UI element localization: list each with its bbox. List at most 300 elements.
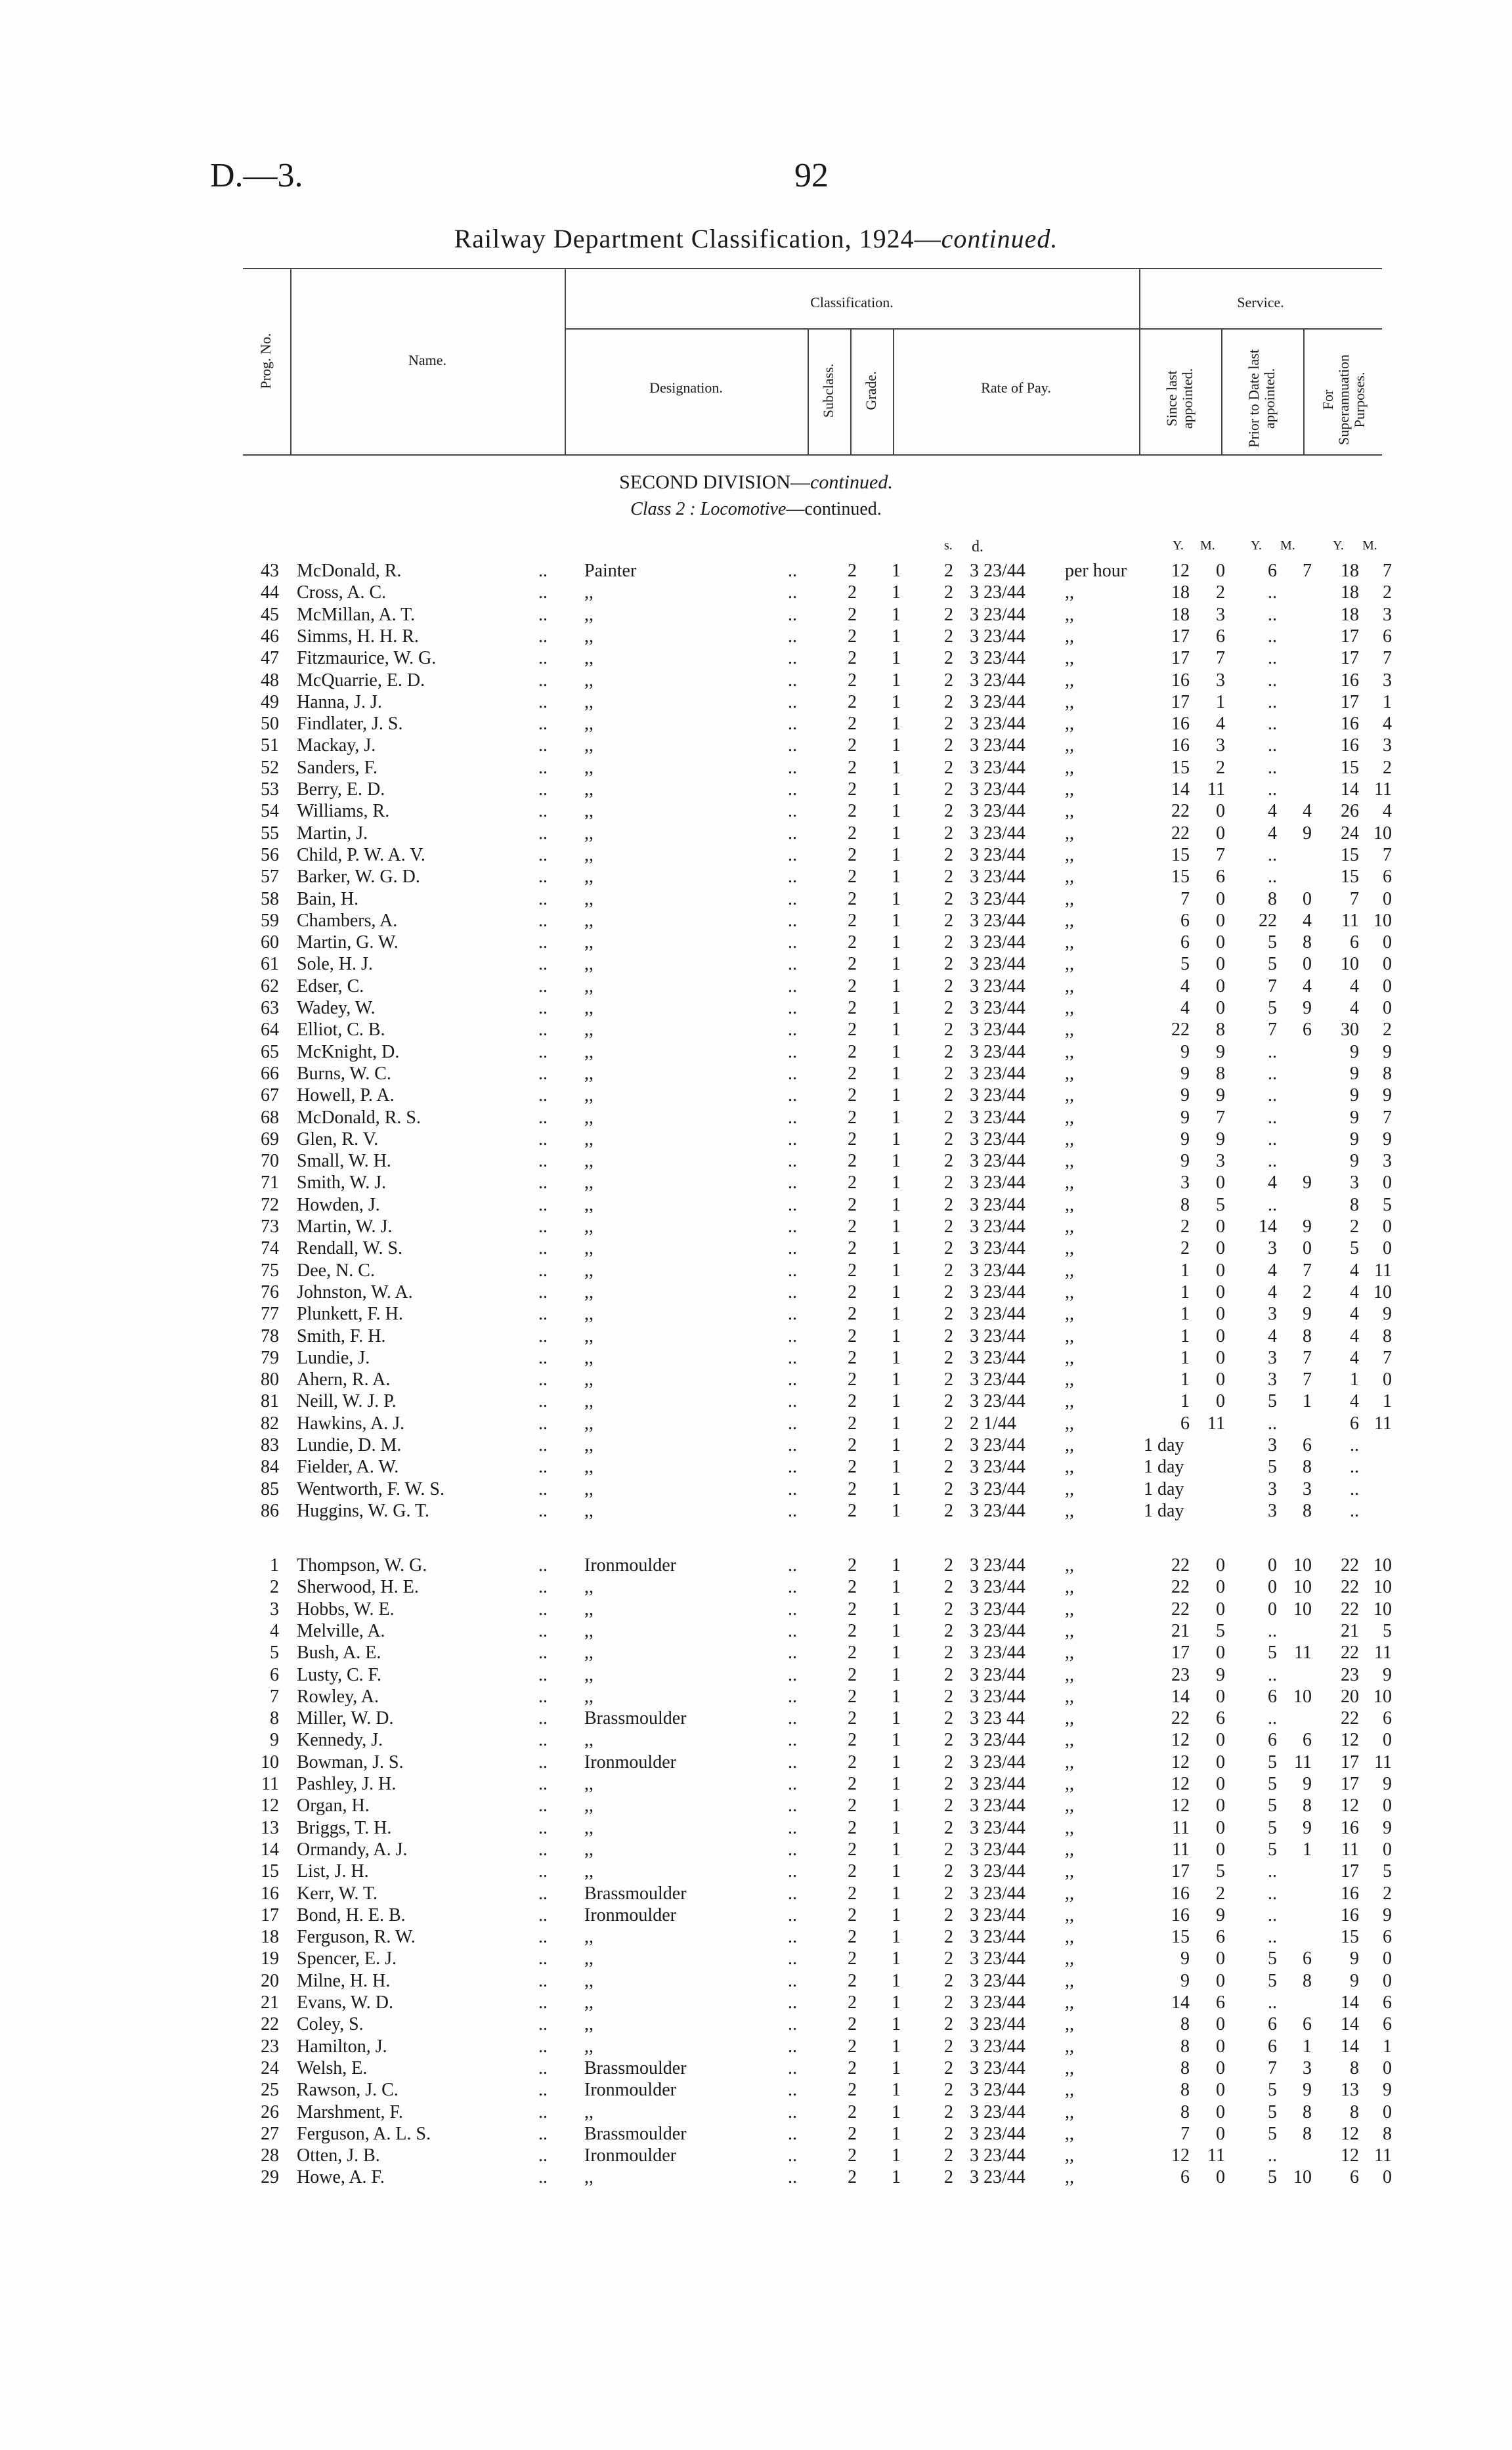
- rate-pence: 3 23/44: [970, 2145, 1026, 2166]
- since-last-years: 15: [1171, 1927, 1190, 1948]
- rate-shillings: 2: [944, 1194, 953, 1215]
- superannuation-years: 13: [1341, 2080, 1359, 2101]
- rate-period: ,,: [1065, 954, 1074, 975]
- prior-months: 0: [1303, 888, 1312, 909]
- since-last-years: 1: [1180, 1347, 1190, 1368]
- rate-period: ,,: [1065, 1128, 1074, 1150]
- grade: 1: [892, 2101, 901, 2122]
- since-last-years: 2: [1180, 1238, 1190, 1259]
- grade: 1: [892, 1500, 901, 1521]
- service-since-last: 1 day: [1144, 1435, 1184, 1455]
- superannuation-years: 16: [1341, 714, 1359, 735]
- superannuation-years: 23: [1341, 1664, 1359, 1685]
- rate-shillings: 2: [944, 735, 953, 756]
- table-row: [0, 1456, 1512, 1478]
- prior-years: 0: [1268, 1555, 1277, 1576]
- grade: 1: [892, 2123, 901, 2144]
- since-last-years: 3: [1180, 1172, 1190, 1193]
- prior-years: ..: [1268, 867, 1277, 888]
- prog-no: 86: [261, 1500, 279, 1521]
- leader-dots: ..: [538, 1347, 548, 1368]
- rate-shillings: 2: [944, 2101, 953, 2122]
- grade: 1: [892, 1391, 901, 1412]
- since-last-months: 3: [1216, 735, 1225, 756]
- superannuation-years: 20: [1341, 1686, 1359, 1707]
- rate-period: ,,: [1065, 910, 1074, 931]
- designation: ,,: [584, 2036, 594, 2057]
- since-last-years: 9: [1180, 1970, 1190, 1991]
- employee-name: Hawkins, A. J.: [297, 1413, 405, 1434]
- rate-shillings: 2: [944, 1020, 953, 1041]
- prog-no: 21: [261, 1992, 279, 2013]
- leader-dots: ..: [538, 1238, 548, 1259]
- grade: 1: [892, 1577, 901, 1598]
- prog-no: 62: [261, 976, 279, 997]
- rate-pence: 3 23/44: [970, 867, 1026, 888]
- prog-no: 4: [270, 1620, 279, 1641]
- table-row: [0, 1325, 1512, 1347]
- employee-name: Neill, W. J. P.: [297, 1391, 397, 1412]
- superannuation-months: 11: [1374, 1752, 1392, 1773]
- superannuation-years: 15: [1341, 1927, 1359, 1948]
- prior-months: 8: [1303, 1795, 1312, 1816]
- leader-dots: ..: [538, 1063, 548, 1084]
- employee-name: Pashley, J. H.: [297, 1774, 397, 1794]
- grade: 1: [892, 1325, 901, 1346]
- rate-pence: 3 23/44: [970, 582, 1026, 603]
- since-last-years: 21: [1171, 1620, 1190, 1641]
- title-continued: continued.: [941, 224, 1058, 253]
- prior-years: ..: [1268, 714, 1277, 735]
- since-last-years: 4: [1180, 976, 1190, 997]
- grade: 1: [892, 1904, 901, 1925]
- since-last-years: 16: [1171, 1883, 1190, 1904]
- table-row: [0, 1347, 1512, 1369]
- since-last-months: 0: [1216, 1839, 1225, 1860]
- table-row: [0, 800, 1512, 822]
- superannuation-years: 12: [1341, 1795, 1359, 1816]
- rate-period: ,,: [1065, 888, 1074, 909]
- designation: ,,: [584, 954, 594, 975]
- leader-dots: ..: [538, 1172, 548, 1193]
- table-row: [0, 1642, 1512, 1664]
- since-last-years: 16: [1171, 1904, 1190, 1925]
- designation: ,,: [584, 1020, 594, 1041]
- superannuation-months: 9: [1383, 1817, 1392, 1838]
- grade: 1: [892, 1992, 901, 2013]
- leader-dots: ..: [788, 582, 797, 603]
- prog-no: 3: [270, 1599, 279, 1620]
- leader-dots: ..: [788, 561, 797, 581]
- grade: 1: [892, 714, 901, 735]
- since-last-years: 6: [1180, 910, 1190, 931]
- designation: ,,: [584, 1128, 594, 1150]
- subclass: 2: [848, 976, 857, 997]
- prior-years: ..: [1268, 626, 1277, 647]
- prog-no: 77: [261, 1304, 279, 1325]
- superannuation-months: 0: [1383, 954, 1392, 975]
- prior-years: 4: [1268, 1281, 1277, 1302]
- since-last-months: 0: [1216, 2123, 1225, 2144]
- superannuation-months: 4: [1383, 714, 1392, 735]
- rate-shillings: 2: [944, 1861, 953, 1882]
- leader-dots: ..: [538, 2123, 548, 2144]
- designation: ,,: [584, 1260, 594, 1281]
- rate-period: ,,: [1065, 976, 1074, 997]
- employee-name: Kerr, W. T.: [297, 1883, 378, 1904]
- leader-dots: ..: [538, 648, 548, 669]
- leader-dots: ..: [788, 1577, 797, 1598]
- grade: 1: [892, 1413, 901, 1434]
- rate-pence: 3 23/44: [970, 1927, 1026, 1948]
- rate-pence: 3 23/44: [970, 1643, 1026, 1664]
- superannuation-months: 7: [1383, 561, 1392, 581]
- employee-name: Coley, S.: [297, 2014, 364, 2035]
- prog-no: 63: [261, 998, 279, 1018]
- since-last-months: 0: [1216, 1555, 1225, 1576]
- superannuation-years: 4: [1350, 1260, 1359, 1281]
- prior-months: 3: [1303, 1478, 1312, 1499]
- table-row: [0, 604, 1512, 626]
- designation: ,,: [584, 1795, 594, 1816]
- document-reference: D.—3.: [210, 157, 303, 194]
- since-last-months: 3: [1216, 670, 1225, 691]
- leader-dots: ..: [788, 1970, 797, 1991]
- prog-no: 61: [261, 954, 279, 975]
- employee-name: Glen, R. V.: [297, 1128, 379, 1150]
- unit-years: Y.: [1333, 538, 1344, 553]
- subclass: 2: [848, 1861, 857, 1882]
- superannuation-years: 15: [1341, 867, 1359, 888]
- prog-no: 81: [261, 1391, 279, 1412]
- since-last-years: 9: [1180, 1107, 1190, 1128]
- grade: 1: [892, 1216, 901, 1237]
- prog-no: 22: [261, 2014, 279, 2035]
- leader-dots: ..: [788, 910, 797, 931]
- prog-no: 25: [261, 2080, 279, 2101]
- rate-shillings: 2: [944, 867, 953, 888]
- rate-period: ,,: [1065, 1194, 1074, 1215]
- subclass: 2: [848, 1577, 857, 1598]
- rate-shillings: 2: [944, 1555, 953, 1576]
- superannuation-years: 5: [1350, 1238, 1359, 1259]
- grade: 1: [892, 2036, 901, 2057]
- superannuation-months: 2: [1383, 757, 1392, 778]
- prior-months: 8: [1303, 1500, 1312, 1521]
- rate-period: ,,: [1065, 1020, 1074, 1041]
- grade: 1: [892, 604, 901, 625]
- rate-shillings: 2: [944, 1686, 953, 1707]
- prog-no: 1: [270, 1555, 279, 1576]
- leader-dots: ..: [538, 888, 548, 909]
- col-superannuation: For Superannuation Purposes.: [1320, 354, 1368, 446]
- designation: ,,: [584, 1216, 594, 1237]
- since-last-months: 11: [1207, 1413, 1225, 1434]
- rate-shillings: 2: [944, 1413, 953, 1434]
- rate-shillings: 2: [944, 1774, 953, 1794]
- superannuation-months: 9: [1383, 2080, 1392, 2101]
- rate-shillings: 2: [944, 1970, 953, 1991]
- superannuation-months: 5: [1383, 1620, 1392, 1641]
- leader-dots: ..: [538, 1413, 548, 1434]
- leader-dots: ..: [538, 998, 548, 1018]
- designation: ,,: [584, 1369, 594, 1390]
- leader-dots: ..: [788, 1238, 797, 1259]
- rate-shillings: 2: [944, 1752, 953, 1773]
- rate-shillings: 2: [944, 604, 953, 625]
- employee-name: Findlater, J. S.: [297, 714, 403, 735]
- rate-shillings: 2: [944, 1391, 953, 1412]
- superannuation-years: 16: [1341, 1904, 1359, 1925]
- employee-name: Rawson, J. C.: [297, 2080, 399, 2101]
- leader-dots: ..: [788, 1172, 797, 1193]
- employee-name: Milne, H. H.: [297, 1970, 391, 1991]
- subclass: 2: [848, 1325, 857, 1346]
- prior-years: 3: [1268, 1500, 1277, 1521]
- leader-dots: ..: [788, 1927, 797, 1948]
- designation: Ironmoulder: [584, 2145, 676, 2166]
- rate-period: ,,: [1065, 867, 1074, 888]
- table-row: [0, 691, 1512, 713]
- since-last-months: 0: [1216, 1369, 1225, 1390]
- grade: 1: [892, 2057, 901, 2078]
- leader-dots: ..: [788, 2167, 797, 2188]
- table-row: [0, 626, 1512, 647]
- rate-period: ,,: [1065, 998, 1074, 1018]
- prior-years: 5: [1268, 2080, 1277, 2101]
- table-row: [0, 1172, 1512, 1193]
- prog-no: 14: [261, 1839, 279, 1860]
- prior-years: ..: [1268, 757, 1277, 778]
- grade: 1: [892, 1883, 901, 1904]
- employee-name: Child, P. W. A. V.: [297, 844, 425, 865]
- table-row: [0, 1599, 1512, 1620]
- leader-dots: ..: [788, 670, 797, 691]
- rate-period: ,,: [1065, 691, 1074, 712]
- superannuation-years: 22: [1341, 1643, 1359, 1664]
- prior-months: 9: [1303, 1817, 1312, 1838]
- superannuation-months: 7: [1383, 844, 1392, 865]
- employee-name: Ormandy, A. J.: [297, 1839, 408, 1860]
- rate-period: ,,: [1065, 1478, 1074, 1499]
- prog-no: 82: [261, 1413, 279, 1434]
- rate-pence: 3 23/44: [970, 2167, 1026, 2188]
- leader-dots: ..: [788, 1992, 797, 2013]
- leader-dots: ..: [788, 757, 797, 778]
- rate-period: ,,: [1065, 1839, 1074, 1860]
- col-since-last: Since last appointed.: [1163, 368, 1196, 429]
- prog-no: 46: [261, 626, 279, 647]
- rate-shillings: 2: [944, 1238, 953, 1259]
- rate-period: ,,: [1065, 1948, 1074, 1969]
- superannuation-years: 22: [1341, 1577, 1359, 1598]
- table-row: [0, 1237, 1512, 1259]
- designation: ,,: [584, 1435, 594, 1455]
- superannuation-years: 4: [1350, 998, 1359, 1018]
- employee-name: Plunkett, F. H.: [297, 1304, 403, 1325]
- superannuation-years: ..: [1350, 1478, 1359, 1499]
- rate-shillings: 2: [944, 1948, 953, 1969]
- rate-pence: 3 23/44: [970, 1730, 1026, 1751]
- rate-pence: 3 23/44: [970, 1599, 1026, 1620]
- since-last-years: 4: [1180, 998, 1190, 1018]
- subclass: 2: [848, 1085, 857, 1106]
- table-row: [0, 1063, 1512, 1085]
- prior-years: 5: [1268, 1948, 1277, 1969]
- employee-name: Rendall, W. S.: [297, 1238, 403, 1259]
- superannuation-months: 6: [1383, 1992, 1392, 2013]
- designation: ,,: [584, 1817, 594, 1838]
- superannuation-months: 0: [1383, 1172, 1392, 1193]
- designation: ,,: [584, 1839, 594, 1860]
- superannuation-years: 9: [1350, 1063, 1359, 1084]
- rate-pence: 2 1/44: [970, 1413, 1016, 1434]
- prior-months: 6: [1303, 2014, 1312, 2035]
- subclass: 2: [848, 1927, 857, 1948]
- leader-dots: ..: [538, 691, 548, 712]
- subclass: 2: [848, 1369, 857, 1390]
- leader-dots: ..: [538, 2057, 548, 2078]
- employee-name: Organ, H.: [297, 1795, 370, 1816]
- prog-no: 73: [261, 1216, 279, 1237]
- prior-months: 9: [1303, 1304, 1312, 1325]
- subclass: 2: [848, 2167, 857, 2188]
- subclass: 2: [848, 626, 857, 647]
- table-row: [0, 582, 1512, 603]
- table-row: [0, 1817, 1512, 1839]
- grade: 1: [892, 1555, 901, 1576]
- table-row: [0, 1576, 1512, 1598]
- leader-dots: ..: [788, 844, 797, 865]
- leader-dots: ..: [538, 1216, 548, 1237]
- prior-years: ..: [1268, 648, 1277, 669]
- prior-years: ..: [1268, 1107, 1277, 1128]
- superannuation-months: 11: [1374, 2145, 1392, 2166]
- since-last-years: 17: [1171, 1861, 1190, 1882]
- table-row: [0, 1773, 1512, 1795]
- prior-years: 6: [1268, 1730, 1277, 1751]
- grade: 1: [892, 1347, 901, 1368]
- rate-pence: 3 23/44: [970, 561, 1026, 581]
- prior-years: 0: [1268, 1599, 1277, 1620]
- superannuation-months: 9: [1383, 1085, 1392, 1106]
- col-prior-to-date: Prior to Date last appointed.: [1245, 349, 1278, 448]
- leader-dots: ..: [538, 1555, 548, 1576]
- superannuation-months: 6: [1383, 867, 1392, 888]
- rate-pence: 3 23/44: [970, 604, 1026, 625]
- table-row: [0, 779, 1512, 800]
- superannuation-months: 4: [1383, 801, 1392, 822]
- prior-years: 3: [1268, 1304, 1277, 1325]
- superannuation-years: 24: [1341, 823, 1359, 844]
- superannuation-years: 6: [1350, 932, 1359, 953]
- prior-years: ..: [1268, 670, 1277, 691]
- leader-dots: ..: [788, 932, 797, 953]
- superannuation-years: 9: [1350, 1107, 1359, 1128]
- prior-years: 3: [1268, 1238, 1277, 1259]
- grade: 1: [892, 976, 901, 997]
- designation: ,,: [584, 604, 594, 625]
- superannuation-months: 3: [1383, 735, 1392, 756]
- leader-dots: ..: [538, 1861, 548, 1882]
- subclass: 2: [848, 2123, 857, 2144]
- since-last-months: 0: [1216, 1686, 1225, 1707]
- superannuation-months: 10: [1373, 823, 1392, 844]
- superannuation-months: 0: [1383, 1369, 1392, 1390]
- rate-pence: 3 23/44: [970, 1128, 1026, 1150]
- leader-dots: ..: [538, 1577, 548, 1598]
- superannuation-months: 0: [1383, 1730, 1392, 1751]
- rate-shillings: 2: [944, 648, 953, 669]
- rate-shillings: 2: [944, 670, 953, 691]
- header-divider: [1221, 328, 1222, 454]
- designation: Brassmoulder: [584, 2057, 687, 2078]
- prog-no: 17: [261, 1904, 279, 1925]
- prior-years: 5: [1268, 998, 1277, 1018]
- rate-pence: 3 23/44: [970, 714, 1026, 735]
- grade: 1: [892, 1172, 901, 1193]
- rate-pence: 3 23/44: [970, 2080, 1026, 2101]
- superannuation-years: 3: [1350, 1172, 1359, 1193]
- rate-pence: 3 23/44: [970, 1577, 1026, 1598]
- leader-dots: ..: [788, 1041, 797, 1062]
- grade: 1: [892, 1927, 901, 1948]
- leader-dots: ..: [538, 1107, 548, 1128]
- prior-years: ..: [1268, 2145, 1277, 2166]
- grade: 1: [892, 1194, 901, 1215]
- since-last-months: 8: [1216, 1020, 1225, 1041]
- leader-dots: ..: [788, 954, 797, 975]
- rate-period: ,,: [1065, 1599, 1074, 1620]
- leader-dots: ..: [788, 1643, 797, 1664]
- leader-dots: ..: [538, 1457, 548, 1478]
- rate-pence: 3 23/44: [970, 910, 1026, 931]
- table-row: [0, 2101, 1512, 2123]
- since-last-years: 1: [1180, 1391, 1190, 1412]
- grade: 1: [892, 582, 901, 603]
- grade: 1: [892, 1774, 901, 1794]
- since-last-years: 14: [1171, 1686, 1190, 1707]
- subclass: 2: [848, 1172, 857, 1193]
- rate-shillings: 2: [944, 2080, 953, 2101]
- division-heading: [0, 471, 1512, 494]
- prog-no: 57: [261, 867, 279, 888]
- leader-dots: ..: [788, 1839, 797, 1860]
- prog-no: 10: [261, 1752, 279, 1773]
- employee-name: Thompson, W. G.: [297, 1555, 427, 1576]
- since-last-years: 8: [1180, 2036, 1190, 2057]
- since-last-years: 1: [1180, 1369, 1190, 1390]
- leader-dots: ..: [788, 1325, 797, 1346]
- leader-dots: ..: [788, 1194, 797, 1215]
- since-last-months: 1: [1216, 691, 1225, 712]
- designation: ,,: [584, 867, 594, 888]
- since-last-years: 14: [1171, 1992, 1190, 2013]
- subclass: 2: [848, 998, 857, 1018]
- rate-period: ,,: [1065, 1172, 1074, 1193]
- prior-years: 5: [1268, 1839, 1277, 1860]
- employee-name: Welsh, E.: [297, 2057, 368, 2078]
- superannuation-years: 8: [1350, 2101, 1359, 2122]
- grade: 1: [892, 1107, 901, 1128]
- prog-no: 67: [261, 1085, 279, 1106]
- designation: ,,: [584, 998, 594, 1018]
- since-last-years: 8: [1180, 2101, 1190, 2122]
- rate-period: ,,: [1065, 1927, 1074, 1948]
- superannuation-months: 1: [1383, 691, 1392, 712]
- subclass: 2: [848, 1752, 857, 1773]
- prog-no: 12: [261, 1795, 279, 1816]
